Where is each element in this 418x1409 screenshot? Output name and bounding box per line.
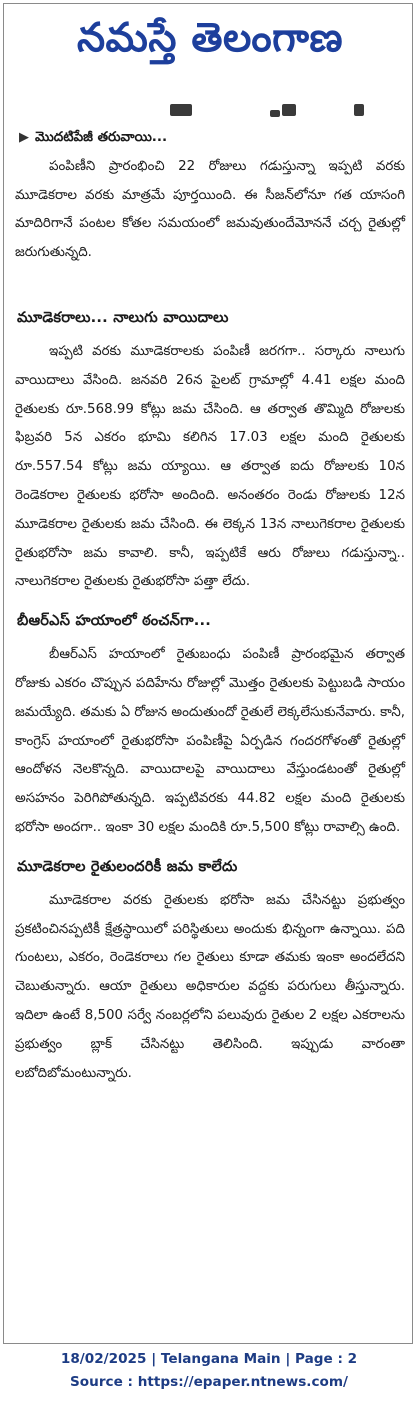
section-heading: బీఆర్‌ఎస్ హయాంలో ఠంచన్‌గా...: [17, 612, 211, 630]
continuation-label: మొదటిపేజీ తరువాయి...: [35, 130, 168, 145]
section-heading: మూడెకరాలు... నాలుగు వాయిదాలు: [17, 309, 229, 326]
section-brs-era: [15, 609, 405, 843]
section-installments: [15, 306, 405, 597]
clipped-headline-remnant: [20, 86, 400, 124]
article-intro-section: [15, 124, 405, 302]
clipping-frame: [3, 3, 413, 1344]
continuation-heading: [15, 124, 405, 153]
footer-source-link[interactable]: Source : https://epaper.ntnews.com/: [70, 1374, 348, 1390]
article-body: [15, 124, 405, 1088]
intro-paragraph: పంపిణీని ప్రారంభించి 22 రోజులు గడుస్తున్నా ఇప్పటి వరకు మూడెకరాల వరకు మాత్రమే పూర్తయింది. ఈ సీజన్‌లోనూ గత యాసంగి మాదిరిగానే పంటల కోతల సమయంలో జమవుతుందేమోననే చర్చ రైతుల్లో జరుగుతున్నది.: [15, 158, 405, 261]
triangle-marker-icon: ▶: [19, 130, 29, 145]
section-paragraph: మూడెకరాల వరకు రైతులకు భరోసా జమ చేసినట్టు ప్రభుత్వం ప్రకటించినప్పటికీ క్షేత్రస్థాయిలో పరిస్థితులు అందుకు భిన్నంగా ఉన్నాయి. పది గుంటలు, ఎకరం, రెండెకరాలు గల రైతులు కూడా తమకు ఇంకా అందలేదని చెబుతున్నారు. ఆయా రైతులు అధికారుల వద్దకు పరుగులు తీస్తున్నారు. ఇదిలా ఉంటే 8,500 సర్వే నంబర్లలోని పలువురు రైతుల 2 లక్షల ఎకరాలను ప్రభుత్వం బ్లాక్ చేసినట్టు తెలిసింది. ఇప్పుడు వారంతా లబోదిబోమంటున్నారు.: [15, 892, 405, 1081]
section-not-credited: [15, 855, 405, 1089]
section-paragraph: బీఆర్‌ఎస్ హయాంలో రైతుబంధు పంపిణీ ప్రారంభమైన తర్వాత రోజుకు ఎకరం చొప్పున పదిహేను రోజుల్లో మొత్తం రైతులకు పెట్టుబడి సాయం జమయ్యేది. తమకు ఏ రోజున అందుతుందో రైతులే లెక్కలేసుకునేవారు. కానీ, కాంగ్రెస్ హయాంలో రైతుభరోసా పంపిణీపై ఏర్పడిన గందరగోళంతో రైతుల్లో ఆందోళన నెలకొన్నది. వాయిదాలపై వాయిదాలు వేస్తుండటంతో రైతుల్లో అసహనం పెరిగిపోతున్నది. ఇప్పటివరకు 44.82 లక్షల మంది రైతులకు భరోసా అందగా.. ఇంకా 30 లక్షల మందికి రూ.5,500 కోట్లు రావాల్సి ఉంది.: [15, 647, 405, 835]
section-heading: మూడెకరాల రైతులందరికీ జమ కాలేదు: [17, 857, 238, 875]
footer-date-edition-page: 18/02/2025 | Telangana Main | Page : 2: [60, 1351, 358, 1367]
newspaper-masthead: నమస్తే తెలంగాణ: [76, 13, 344, 61]
section-paragraph: ఇప్పటి వరకు మూడెకరాలకు పంపిణీ జరగగా.. సర్కారు నాలుగు వాయిదాలు వేసింది. జనవరి 26న పైలట్ గ్రామాల్లో 4.41 లక్షల మంది రైతులకు రూ.568.99 కోట్లు జమ చేసింది. ఆ తర్వాత తొమ్మిది రోజులకు ఫిబ్రవరి 5న ఎకరం భూమి కలిగిన 17.03 లక్షల మంది రైతులకు రూ.557.54 కోట్లు జమ య్యాయి. ఆ తర్వాత ఐదు రోజులకు 10న రెండెకరాల రైతులకు భరోసా అందింది. అనంతరం రెండు రోజులకు 12న మూడెకరాల రైతులకు జమ చేసింది. ఈ లెక్కన 13న నాలుగెకరాల రైతులకు రైతుభరోసా జమ కావాలి. కానీ, ఇప్పటికే ఆరు రోజులు గడుస్తున్నా.. నాలుగెకరాల రైతులకు రైతుభరోసా పత్తా లేదు.: [15, 344, 405, 590]
